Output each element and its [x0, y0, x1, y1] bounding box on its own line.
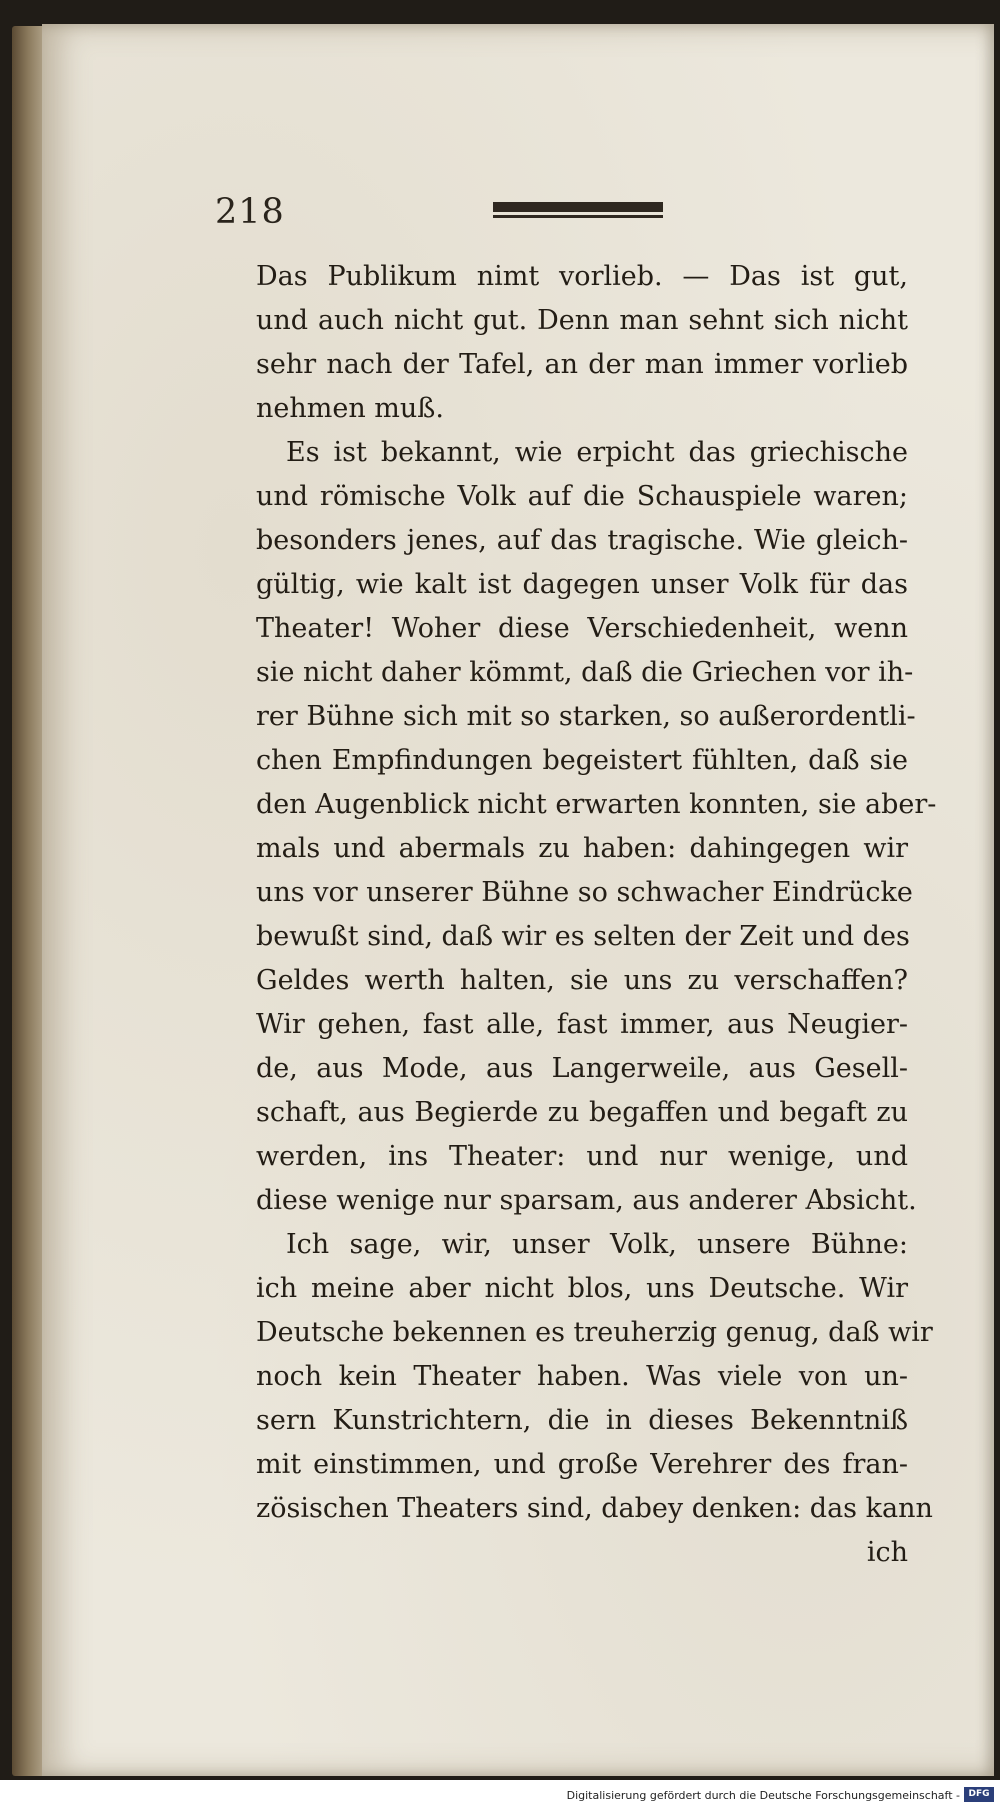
text-line: Das Publikum nimt vorlieb. — Das ist gut, [256, 261, 908, 292]
text-line: nehmen muß. [256, 393, 444, 424]
page-number: 218 [215, 192, 285, 232]
catchword: ich [866, 1537, 908, 1568]
text-line: chen Empfindungen begeistert fühlten, daß sie [256, 745, 908, 776]
text-line: zösischen Theaters sind, dabey denken: das kann [256, 1493, 933, 1524]
text-line: bewußt sind, daß wir es selten der Zeit und des [256, 921, 910, 952]
digitization-footer [0, 1780, 1000, 1811]
text-line: und römische Volk auf die Schauspiele waren; [256, 481, 908, 512]
text-line: uns vor unserer Bühne so schwacher Eindrücke [256, 877, 913, 908]
header-ornament-rule [493, 202, 663, 220]
text-line: Theater! Woher diese Verschiedenheit, wenn [256, 613, 908, 644]
page-header [215, 192, 895, 242]
text-line: Deutsche bekennen es treuherzig genug, daß wir [256, 1317, 933, 1348]
dfg-logo: DFG [964, 1787, 994, 1802]
text-line: Wir gehen, fast alle, fast immer, aus Neugier- [256, 1009, 908, 1040]
text-line: noch kein Theater haben. Was viele von un- [256, 1361, 908, 1392]
text-line: sehr nach der Tafel, an der man immer vorlieb [256, 349, 908, 380]
text-line: de, aus Mode, aus Langerweile, aus Gesell- [256, 1053, 908, 1084]
text-line: mals und abermals zu haben: dahingegen wir [256, 833, 908, 864]
text-line: Es ist bekannt, wie erpicht das griechische [286, 437, 908, 468]
text-line: besonders jenes, auf das tragische. Wie gleich- [256, 525, 908, 556]
text-line: sern Kunstrichtern, die in dieses Bekenntniß [256, 1405, 908, 1436]
text-line: gültig, wie kalt ist dagegen unser Volk für das [256, 569, 908, 600]
text-line: den Augenblick nicht erwarten konnten, sie aber- [256, 789, 937, 820]
text-line: schaft, aus Begierde zu begaffen und begaft zu [256, 1097, 908, 1128]
text-line: diese wenige nur sparsam, aus anderer Absicht. [256, 1185, 917, 1216]
body-text [256, 255, 937, 1575]
text-line: Geldes werth halten, sie uns zu verschaffen? [256, 965, 908, 996]
text-line: sie nicht daher kömmt, daß die Griechen vor ih- [256, 657, 914, 688]
funding-credit: Digitalisierung gefördert durch die Deutsche Forschungsgemeinschaft - [566, 1789, 960, 1802]
text-line: rer Bühne sich mit so starken, so außerordentli- [256, 701, 916, 732]
text-line: mit einstimmen, und große Verehrer des fran- [256, 1449, 908, 1480]
text-line: und auch nicht gut. Denn man sehnt sich nicht [256, 305, 908, 336]
text-line: Ich sage, wir, unser Volk, unsere Bühne: [286, 1229, 908, 1260]
text-line: ich meine aber nicht blos, uns Deutsche. Wir [256, 1273, 908, 1304]
text-line: werden, ins Theater: und nur wenige, und [256, 1141, 908, 1172]
